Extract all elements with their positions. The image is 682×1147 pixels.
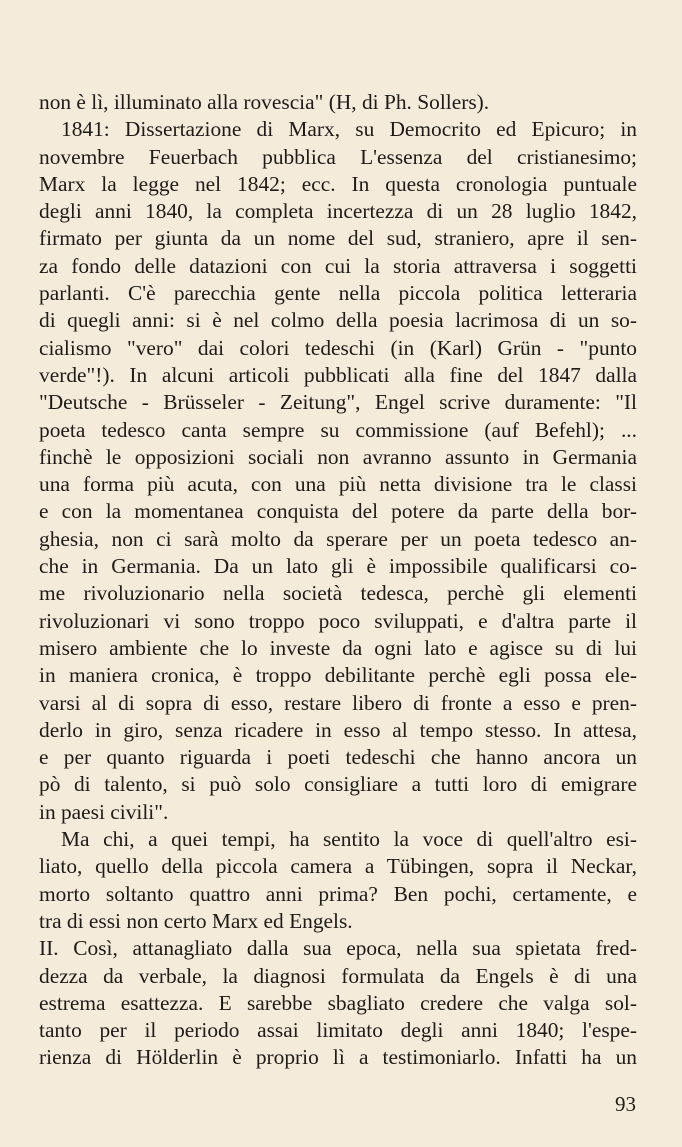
text-line: derlo in giro, senza ricadere in esso al tempo stesso. In attesa, [39, 717, 637, 742]
text-line: una forma più acuta, con una più netta divisione tra le classi [39, 472, 637, 497]
text-line: firmato per giunta da un nome del sud, straniero, apre il sen- [39, 226, 637, 251]
text-line: in paesi civili". [39, 799, 169, 824]
text-line: che in Germania. Da un lato gli è impossibile qualificarsi co- [39, 554, 637, 579]
text-line: di quegli anni: si è nel colmo della poesia lacrimosa di un so- [39, 308, 637, 333]
text-line: finchè le opposizioni sociali non avranno assunto in Germania [39, 444, 637, 469]
text-line: in maniera cronica, è troppo debilitante perchè egli possa ele- [39, 663, 637, 688]
text-line: II. Così, attanagliato dalla sua epoca, nella sua spietata fred- [39, 936, 637, 961]
text-line: Ma chi, a quei tempi, ha sentito la voce di quell'altro esi- [61, 827, 637, 852]
text-line: misero ambiente che lo investe da ogni lato e agisce su di lui [39, 635, 637, 660]
text-line: za fondo delle datazioni con cui la storia attraversa i soggetti [39, 253, 637, 278]
page-number: 93 [615, 1092, 636, 1116]
text-line: 1841: Dissertazione di Marx, su Democrito ed Epicuro; in [61, 117, 637, 142]
text-line: non è lì, illuminato alla rovescia" (H, di Ph. Sollers). [39, 90, 490, 114]
text-line: pò di talento, si può solo consigliare a tutti loro di emigrare [39, 772, 637, 797]
text-line: dezza da verbale, la diagnosi formulata da Engels è di una [39, 963, 637, 988]
text-line: poeta tedesco canta sempre su commissione (auf Befehl); ... [39, 417, 637, 442]
text-line: varsi al di sopra di esso, restare libero di fronte a esso e pren- [39, 690, 637, 715]
text-line: "Deutsche - Brüsseler - Zeitung", Engel scrive duramente: "Il [39, 390, 637, 415]
text-line: verde"!). In alcuni articoli pubblicati alla fine del 1847 dalla [39, 362, 637, 387]
text-line: degli anni 1840, la completa incertezza di un 28 luglio 1842, [39, 199, 637, 224]
text-line: cialismo "vero" dai colori tedeschi (in (Karl) Grün - "punto [39, 335, 637, 360]
text-line: tanto per il periodo assai limitato degli anni 1840; l'espe- [39, 1018, 637, 1043]
text-line: novembre Feuerbach pubblica L'essenza del cristianesimo; [39, 144, 637, 169]
text-line: estrema esattezza. E sarebbe sbagliato credere che valga sol- [39, 990, 637, 1015]
text-line: e con la momentanea conquista del potere da parte della bor- [39, 499, 637, 524]
text-line: Marx la legge nel 1842; ecc. In questa cronologia puntuale [39, 171, 637, 196]
text-line: morto soltanto quattro anni prima? Ben pochi, certamente, e [39, 881, 637, 906]
text-line: me rivoluzionario nella società tedesca, perchè gli elementi [39, 581, 637, 606]
text-line: tra di essi non certo Marx ed Engels. [39, 908, 353, 933]
text-line: e per quanto riguarda i poeti tedeschi che hanno ancora un [39, 745, 637, 770]
body-text [39, 89, 637, 1072]
text-line: liato, quello della piccola camera a Tübingen, sopra il Neckar, [39, 854, 637, 879]
text-line: rivoluzionari vi sono troppo poco sviluppati, e d'altra parte il [39, 608, 637, 633]
text-line: parlanti. C'è parecchia gente nella piccola politica letteraria [39, 281, 637, 306]
text-line: rienza di Hölderlin è proprio lì a testimoniarlo. Infatti ha un [39, 1045, 637, 1070]
text-line: ghesia, non ci sarà molto da sperare per un poeta tedesco an- [39, 526, 637, 551]
